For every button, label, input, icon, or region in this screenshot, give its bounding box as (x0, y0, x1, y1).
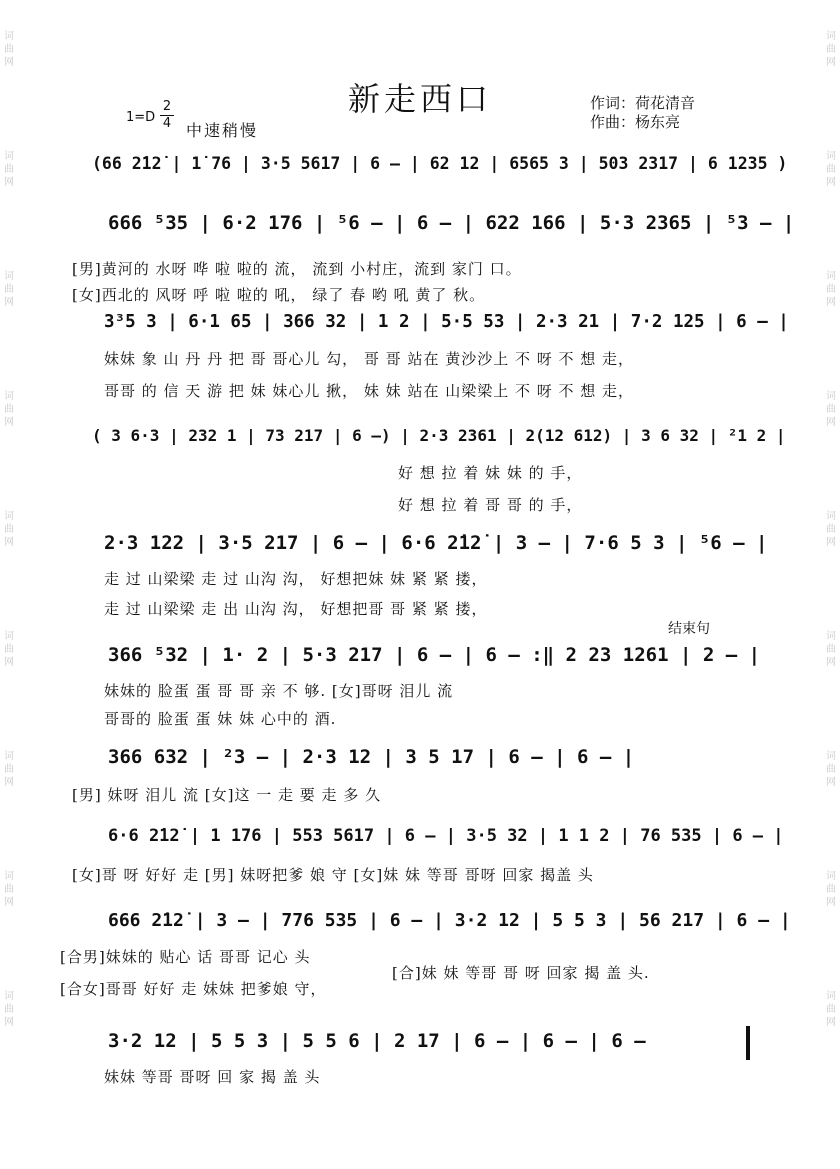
lyricist-credit: 作词：荷花清音 (590, 94, 696, 112)
notation-line: ( 3 6·3 | 232 1 | 73 217 | 6 —) | 2·3 2361 | 2(12 612) | 3 6 32 | ²1 2 | (92, 426, 786, 445)
notation-line: 3·2 12 | 5 5 3 | 5 5 6 | 2 17 | 6 — | 6 — | 6 — (108, 1030, 646, 1052)
watermark-mark: 词 曲 网 (826, 31, 836, 68)
credits (590, 94, 695, 132)
watermark-left (2, 30, 16, 1110)
tempo-marking: 中速稍慢 (186, 121, 259, 140)
watermark-mark: 词 曲 网 (4, 871, 14, 908)
lyric-line: [男] 妹呀 泪儿 流 [女]这 一 走 要 走 多 久 (72, 786, 382, 804)
watermark-mark: 词 曲 网 (4, 631, 14, 668)
lyric-line: [合男]妹妹的 贴心 话 哥哥 记心 头 (60, 948, 311, 966)
notation-line: 3³5 3 | 6·1 65 | 366 32 | 1 2 | 5·5 53 | 2·3 21 | 7·2 125 | 6 — | (104, 312, 789, 332)
song-title: 新走西口 (347, 80, 492, 118)
composer-credit: 作曲：杨东亮 (590, 113, 681, 131)
lyric-line: 妹妹 等哥 哥呀 回 家 揭 盖 头 (104, 1068, 321, 1086)
meter-bottom: 4 (162, 116, 172, 131)
notation-line: 2·3 122 | 3·5 217 | 6 — | 6·6 2̇12̇ | 3 — | 7·6 5 3 | ⁵6 — | (104, 532, 768, 554)
lyric-line: 妹妹的 脸蛋 蛋 哥 哥 亲 不 够. [女]哥呀 泪儿 流 (104, 682, 454, 700)
watermark-mark: 词 曲 网 (826, 991, 836, 1028)
lyric-line: 哥哥 的 信 天 游 把 妹 妹心儿 揪， 妹 妹 站在 山梁梁上 不 呀 不 想 走， (104, 382, 635, 400)
lyric-line: 走 过 山梁梁 走 出 山沟 沟， 好想把哥 哥 紧 紧 搂， (104, 600, 488, 618)
watermark-mark: 词 曲 网 (826, 751, 836, 788)
lyric-line: 好 想 拉 着 妹 妹 的 手， (398, 464, 583, 482)
watermark-mark: 词 曲 网 (826, 631, 836, 668)
watermark-mark: 词 曲 网 (4, 391, 14, 428)
watermark-mark: 词 曲 网 (826, 511, 836, 548)
watermark-mark: 词 曲 网 (4, 31, 14, 68)
lyric-line: [合女]哥哥 好好 走 妹妹 把爹娘 守， (60, 980, 327, 998)
notation-line: (66 2̇12̇ | 1̇ 76 | 3·5 5617 | 6 — | 62 12 | 6565 3 | 503 2317 | 6 1235 ) (92, 154, 788, 173)
watermark-mark: 词 曲 网 (4, 751, 14, 788)
notation-line: 366 632 | ²3 — | 2·3 12 | 3 5 17 | 6 — | 6 — | (108, 746, 635, 768)
watermark-mark: 词 曲 网 (826, 151, 836, 188)
lyric-line: [女]哥 呀 好好 走 [男] 妹呀把爹 娘 守 [女]妹 妹 等哥 哥呀 回家 揭盖 头 (72, 866, 594, 884)
notation-line: 366 ⁵32 | 1· 2 | 5·3 217 | 6 — | 6 — :‖ 2 23 1261 | 2 — | (108, 644, 761, 666)
watermark-mark: 词 曲 网 (4, 271, 14, 308)
watermark-mark: 词 曲 网 (826, 271, 836, 308)
notation-line: 666 ⁵35 | 6·2 176 | ⁵6 — | 6 — | 622 166 | 5·3 2365 | ⁵3 — | (108, 212, 795, 234)
watermark-mark: 词 曲 网 (4, 151, 14, 188)
lyric-line: [女]西北的 风呀 呼 啦 啦的 吼， 绿了 春 哟 吼 黄了 秋。 (72, 286, 486, 304)
key-signature: 1=D (126, 110, 156, 125)
watermark-mark: 词 曲 网 (826, 871, 836, 908)
lyric-line: [男]黄河的 水呀 哗 啦 啦的 流， 流到 小村庄，流到 家门 口。 (72, 260, 522, 278)
lyric-line: 哥哥的 脸蛋 蛋 妹 妹 心中的 酒. (104, 710, 337, 728)
watermark-mark: 词 曲 网 (4, 991, 14, 1028)
notation-line: 666 2̇12̇ | 3 — | 776 535 | 6 — | 3·2 12 | 5 5 3 | 56 217 | 6 — | (108, 910, 791, 931)
watermark-mark: 词 曲 网 (826, 391, 836, 428)
lyric-line: 好 想 拉 着 哥 哥 的 手， (398, 496, 583, 514)
final-barline (746, 1026, 750, 1060)
lyric-line: 妹妹 象 山 丹 丹 把 哥 哥心儿 勾， 哥 哥 站在 黄沙沙上 不 呀 不 想 走， (104, 350, 635, 368)
lyric-line: 走 过 山梁梁 走 过 山沟 沟， 好想把妹 妹 紧 紧 搂， (104, 570, 488, 588)
notation-line: 6·6 2̇12̇ | 1 176 | 553 5617 | 6 — | 3·5 32 | 1 1 2 | 76 535 | 6 — | (108, 826, 784, 846)
ending-label: 结束句 (668, 621, 710, 637)
time-signature (160, 100, 174, 131)
lyric-line: [合]妹 妹 等哥 哥 呀 回家 揭 盖 头. (392, 964, 650, 982)
watermark-right (824, 30, 838, 1110)
watermark-mark: 词 曲 网 (4, 511, 14, 548)
meter-top: 2 (162, 99, 172, 114)
